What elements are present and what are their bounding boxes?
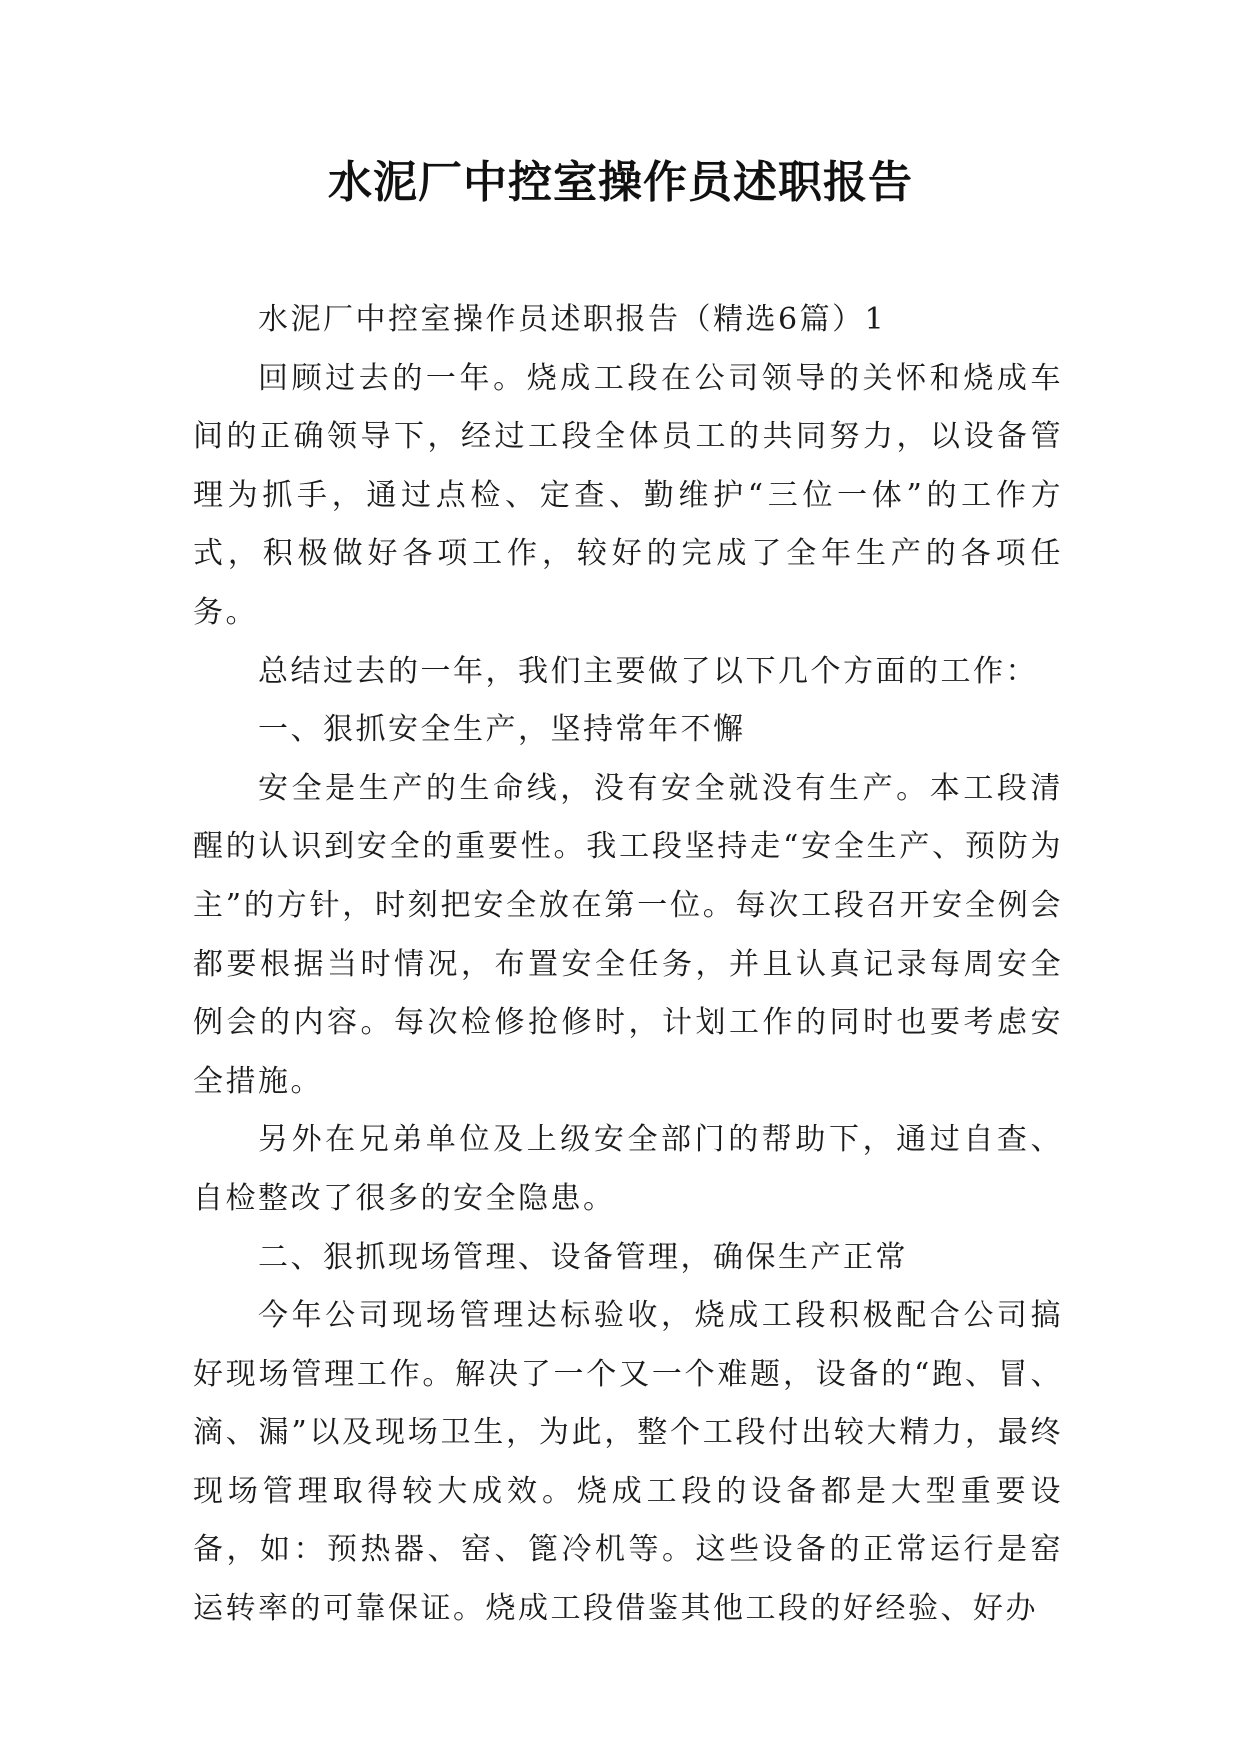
section-heading: 二、狠抓现场管理、设备管理，确保生产正常 <box>258 1239 908 1275</box>
paragraph-subtitle: 水泥厂中控室操作员述职报告（精选6篇）1 <box>258 302 887 337</box>
paragraph: 另外在兄弟单位及上级安全部门的帮助下，通过自查、自检整改了很多的安全隐患。 <box>193 1122 1063 1216</box>
paragraph: 总结过去的一年，我们主要做了以下几个方面的工作： <box>258 653 1038 689</box>
document-body <box>193 291 1063 1639</box>
paragraph: 今年公司现场管理达标验收，烧成工段积极配合公司搞好现场管理工作。解决了一个又一个难题，设备的“跑、冒、滴、漏”以及现场卫生，为此，整个工段付出较大精力，最终现场管理取得较大成效。烧成工段的设备都是大型重要设备，如：预热器、窑、篦冷机等。这些设备的正常运行是窑运转率的可靠保证。烧成工段借鉴其他工段的好经验、好办 <box>193 1298 1063 1627</box>
document-title: 水泥厂中控室操作员述职报告 <box>328 157 913 208</box>
paragraph: 安全是生产的生命线，没有安全就没有生产。本工段清醒的认识到安全的重要性。我工段坚持走“安全生产、预防为主”的方针，时刻把安全放在第一位。每次工段召开安全例会都要根据当时情况，布置安全任务，并且认真记录每周安全例会的内容。每次检修抢修时，计划工作的同时也要考虑安全措施。 <box>193 770 1063 1099</box>
section-heading: 一、狠抓安全生产，坚持常年不懈 <box>258 712 746 748</box>
paragraph: 回顾过去的一年。烧成工段在公司领导的关怀和烧成车间的正确领导下，经过工段全体员工的共同努力，以设备管理为抓手，通过点检、定查、勤维护“三位一体”的工作方式，积极做好各项工作，较好的完成了全年生产的各项任务。 <box>193 360 1063 630</box>
